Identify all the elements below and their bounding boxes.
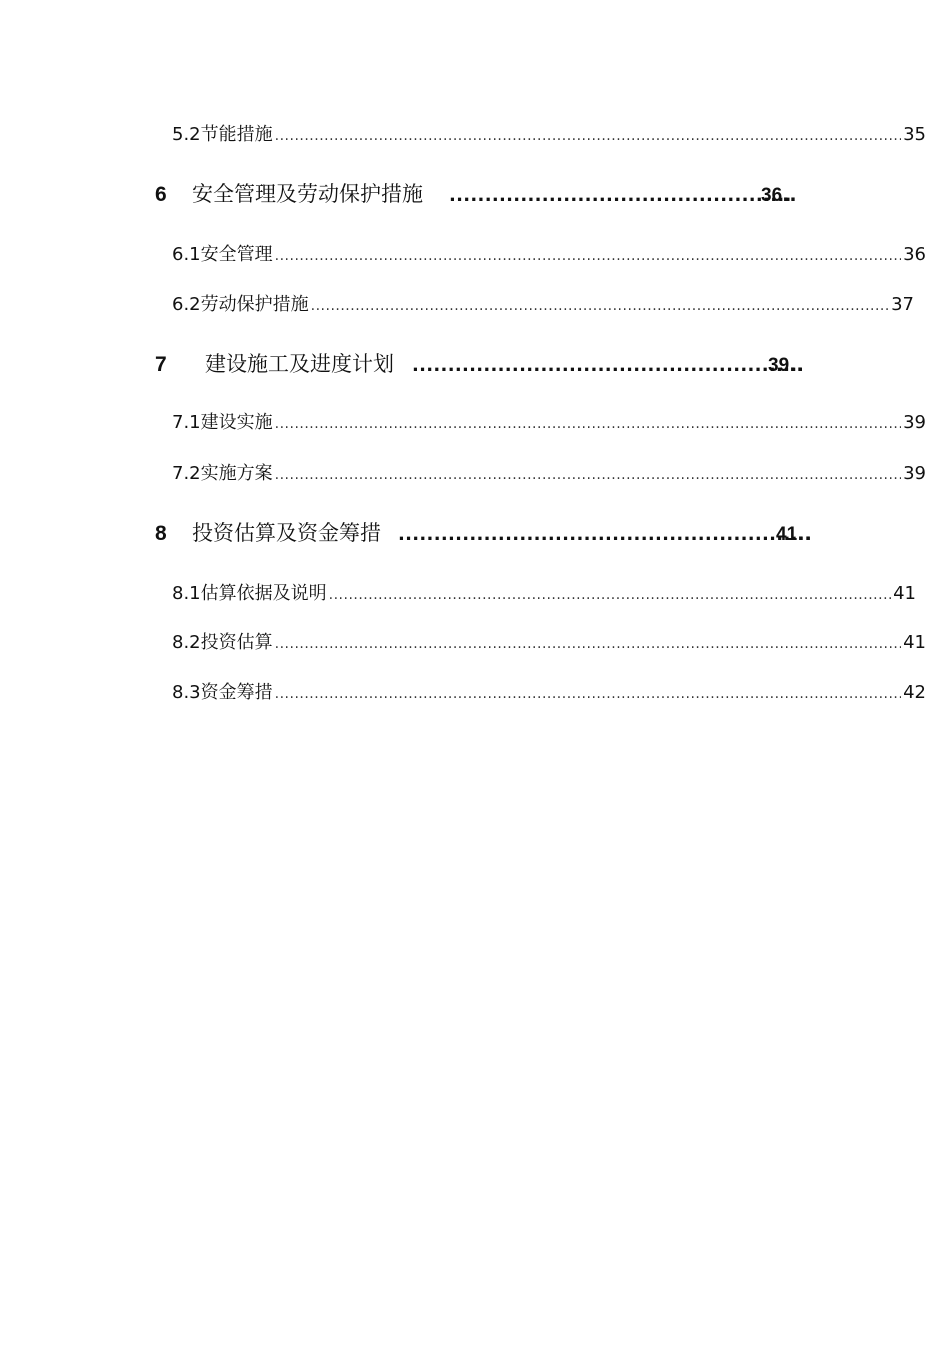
toc-entry-page: 37 (891, 294, 914, 315)
toc-entry-title: 节能措施 (200, 124, 273, 145)
toc-chapter-7[interactable] (155, 348, 804, 378)
toc-entry-page: 41 (893, 583, 916, 604)
toc-entry-number: 8.3 (172, 682, 201, 703)
toc-entry-7-1[interactable] (172, 408, 926, 434)
toc-entry-number: 7.2 (172, 463, 201, 484)
toc-entry-8-2[interactable] (172, 628, 926, 654)
toc-leader-dots (311, 298, 889, 314)
toc-leader-dots (412, 355, 802, 376)
toc-entry-number: 5.2 (172, 124, 201, 145)
toc-entry-page: 39 (903, 463, 926, 484)
toc-entry-title: 安全管理 (200, 244, 273, 265)
toc-entry-5-2[interactable] (172, 120, 926, 146)
toc-chapter-tail-dots: .. (782, 184, 797, 206)
toc-leader-dots (275, 248, 901, 264)
toc-entry-6-1[interactable] (172, 240, 926, 266)
toc-chapter-number: 8 (155, 522, 167, 545)
toc-leader-dots (275, 636, 901, 652)
toc-chapter-page: 36 (761, 185, 783, 206)
toc-chapter-6[interactable] (155, 178, 797, 208)
toc-chapter-page: 41 (776, 524, 798, 545)
toc-entry-7-2[interactable] (172, 459, 926, 485)
toc-entry-6-2[interactable] (172, 290, 914, 316)
toc-chapter-title: 安全管理及劳动保护措施 (192, 182, 423, 206)
toc-entry-number: 8.1 (172, 583, 201, 604)
toc-entry-8-3[interactable] (172, 678, 926, 704)
toc-entry-page: 36 (903, 244, 926, 265)
toc-chapter-number: 7 (155, 353, 167, 376)
toc-entry-8-1[interactable] (172, 579, 916, 605)
toc-entry-title: 估算依据及说明 (200, 583, 327, 604)
toc-entry-page: 41 (903, 632, 926, 653)
toc-chapter-number: 6 (155, 183, 167, 206)
toc-entry-number: 7.1 (172, 412, 201, 433)
toc-chapter-tail-dots: .. (797, 523, 812, 545)
toc-leader-dots (329, 587, 891, 603)
toc-chapter-title: 建设施工及进度计划 (205, 352, 394, 376)
toc-entry-title: 投资估算 (200, 632, 273, 653)
toc-entry-title: 劳动保护措施 (200, 294, 309, 315)
toc-chapter-page: 39 (768, 355, 790, 376)
toc-entry-title: 资金筹措 (200, 682, 273, 703)
toc-leader-dots (275, 416, 901, 432)
toc-entry-number: 6.2 (172, 294, 201, 315)
toc-leader-dots (275, 467, 901, 483)
toc-entry-title: 建设实施 (200, 412, 273, 433)
toc-entry-number: 8.2 (172, 632, 201, 653)
toc-entry-page: 35 (903, 124, 926, 145)
toc-leader-dots (275, 128, 901, 144)
toc-entry-number: 6.1 (172, 244, 201, 265)
toc-chapter-8[interactable] (155, 517, 812, 547)
toc-leader-dots (275, 686, 901, 702)
toc-leader-dots (398, 524, 812, 545)
toc-chapter-title: 投资估算及资金筹措 (192, 521, 381, 545)
toc-chapter-tail-dots: .. (789, 354, 804, 376)
toc-entry-title: 实施方案 (200, 463, 273, 484)
toc-entry-page: 42 (903, 682, 926, 703)
toc-leader-dots (449, 185, 793, 206)
toc-entry-page: 39 (903, 412, 926, 433)
